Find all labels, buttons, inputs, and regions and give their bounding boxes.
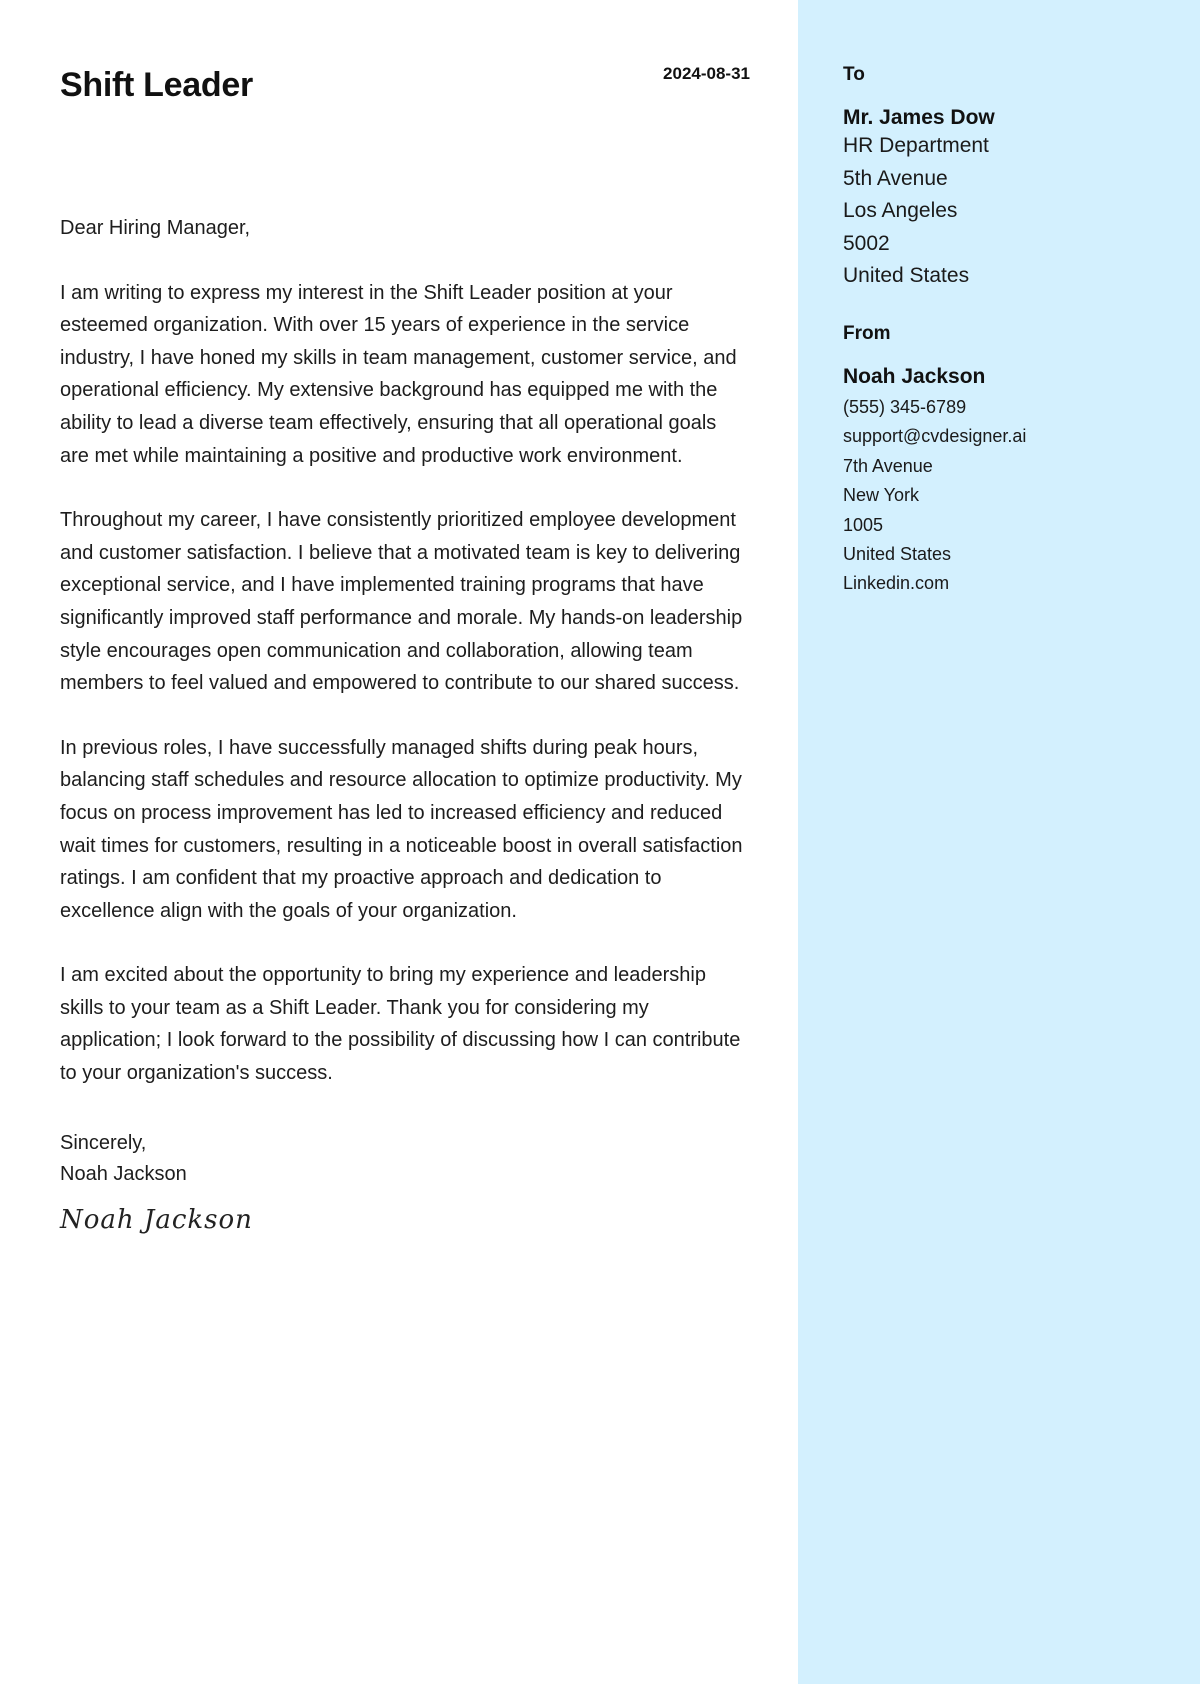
- letter-sender-name: Noah Jackson: [60, 1162, 187, 1185]
- letter-header: [60, 60, 750, 150]
- recipient-city: Los Angeles: [843, 199, 958, 223]
- recipient-department: HR Department: [843, 134, 989, 157]
- letter-paragraph-3: In previous roles, I have successfully managed shifts during peak hours, balancing staff schedules and resource allocation to optimize productivity. My focus on process improvement has led to increased efficiency and reduced wait times for customers, resulting in a noticeable boost in overall satisfaction ratings. I am confident that my proactive approach and dedication to excellence align with the goals of your organization.: [60, 736, 743, 922]
- letter-content: [60, 212, 750, 1236]
- letter-paragraph-2: Throughout my career, I have consistently prioritized employee development and customer satisfaction. I believe that a motivated team is key to delivering exceptional service, and I have implemented training programs that have significantly improved staff performance and morale. My hands-on leadership style encourages open communication and collaboration, allowing team members to feel valued and empowered to contribute to our shared success.: [60, 509, 743, 695]
- letter-title: Shift Leader: [60, 66, 253, 104]
- letter-date: 2024-08-31: [663, 64, 750, 83]
- sender-name: Noah Jackson: [843, 364, 986, 388]
- letter-closing-block: [60, 1128, 750, 1190]
- handwritten-signature: Noah Jackson: [60, 1204, 253, 1235]
- sender-label: From: [843, 322, 891, 344]
- recipient-street: 5th Avenue: [843, 166, 948, 190]
- recipient-name: Mr. James Dow: [843, 106, 995, 129]
- recipient-address: [843, 130, 1180, 293]
- recipient-postal-code: 5002: [843, 231, 890, 255]
- contact-sidebar: [798, 0, 1200, 1684]
- sender-email: support@cvdesigner.ai: [843, 426, 1027, 447]
- sender-street: 7th Avenue: [843, 455, 933, 476]
- sender-phone: (555) 345-6789: [843, 396, 967, 417]
- letter-closing: Sincerely,: [60, 1131, 147, 1154]
- letter-greeting: Dear Hiring Manager,: [60, 217, 251, 239]
- sender-postal-code: 1005: [843, 514, 884, 535]
- sender-contact-details: [843, 393, 1180, 599]
- sender-country: United States: [843, 544, 952, 564]
- letter-paragraph-1: I am writing to express my interest in the Shift Leader position at your esteemed organization. With over 15 years of experience in the service industry, I have honed my skills in team management, customer service, and operational efficiency. My extensive background has equipped me with the ability to lead a diverse team effectively, ensuring that all operational goals are met while maintaining a positive and productive work environment.: [60, 281, 737, 467]
- sender-website: Linkedin.com: [843, 573, 950, 594]
- recipient-label: To: [843, 64, 865, 85]
- letter-paragraph-4: I am excited about the opportunity to bring my experience and leadership skills to your team as a Shift Leader. Thank you for considering my application; I look forward to the possibility of discussing how I can contribute to your organization's success.: [60, 964, 741, 1085]
- recipient-country: United States: [843, 264, 970, 288]
- sender-city: New York: [843, 485, 920, 506]
